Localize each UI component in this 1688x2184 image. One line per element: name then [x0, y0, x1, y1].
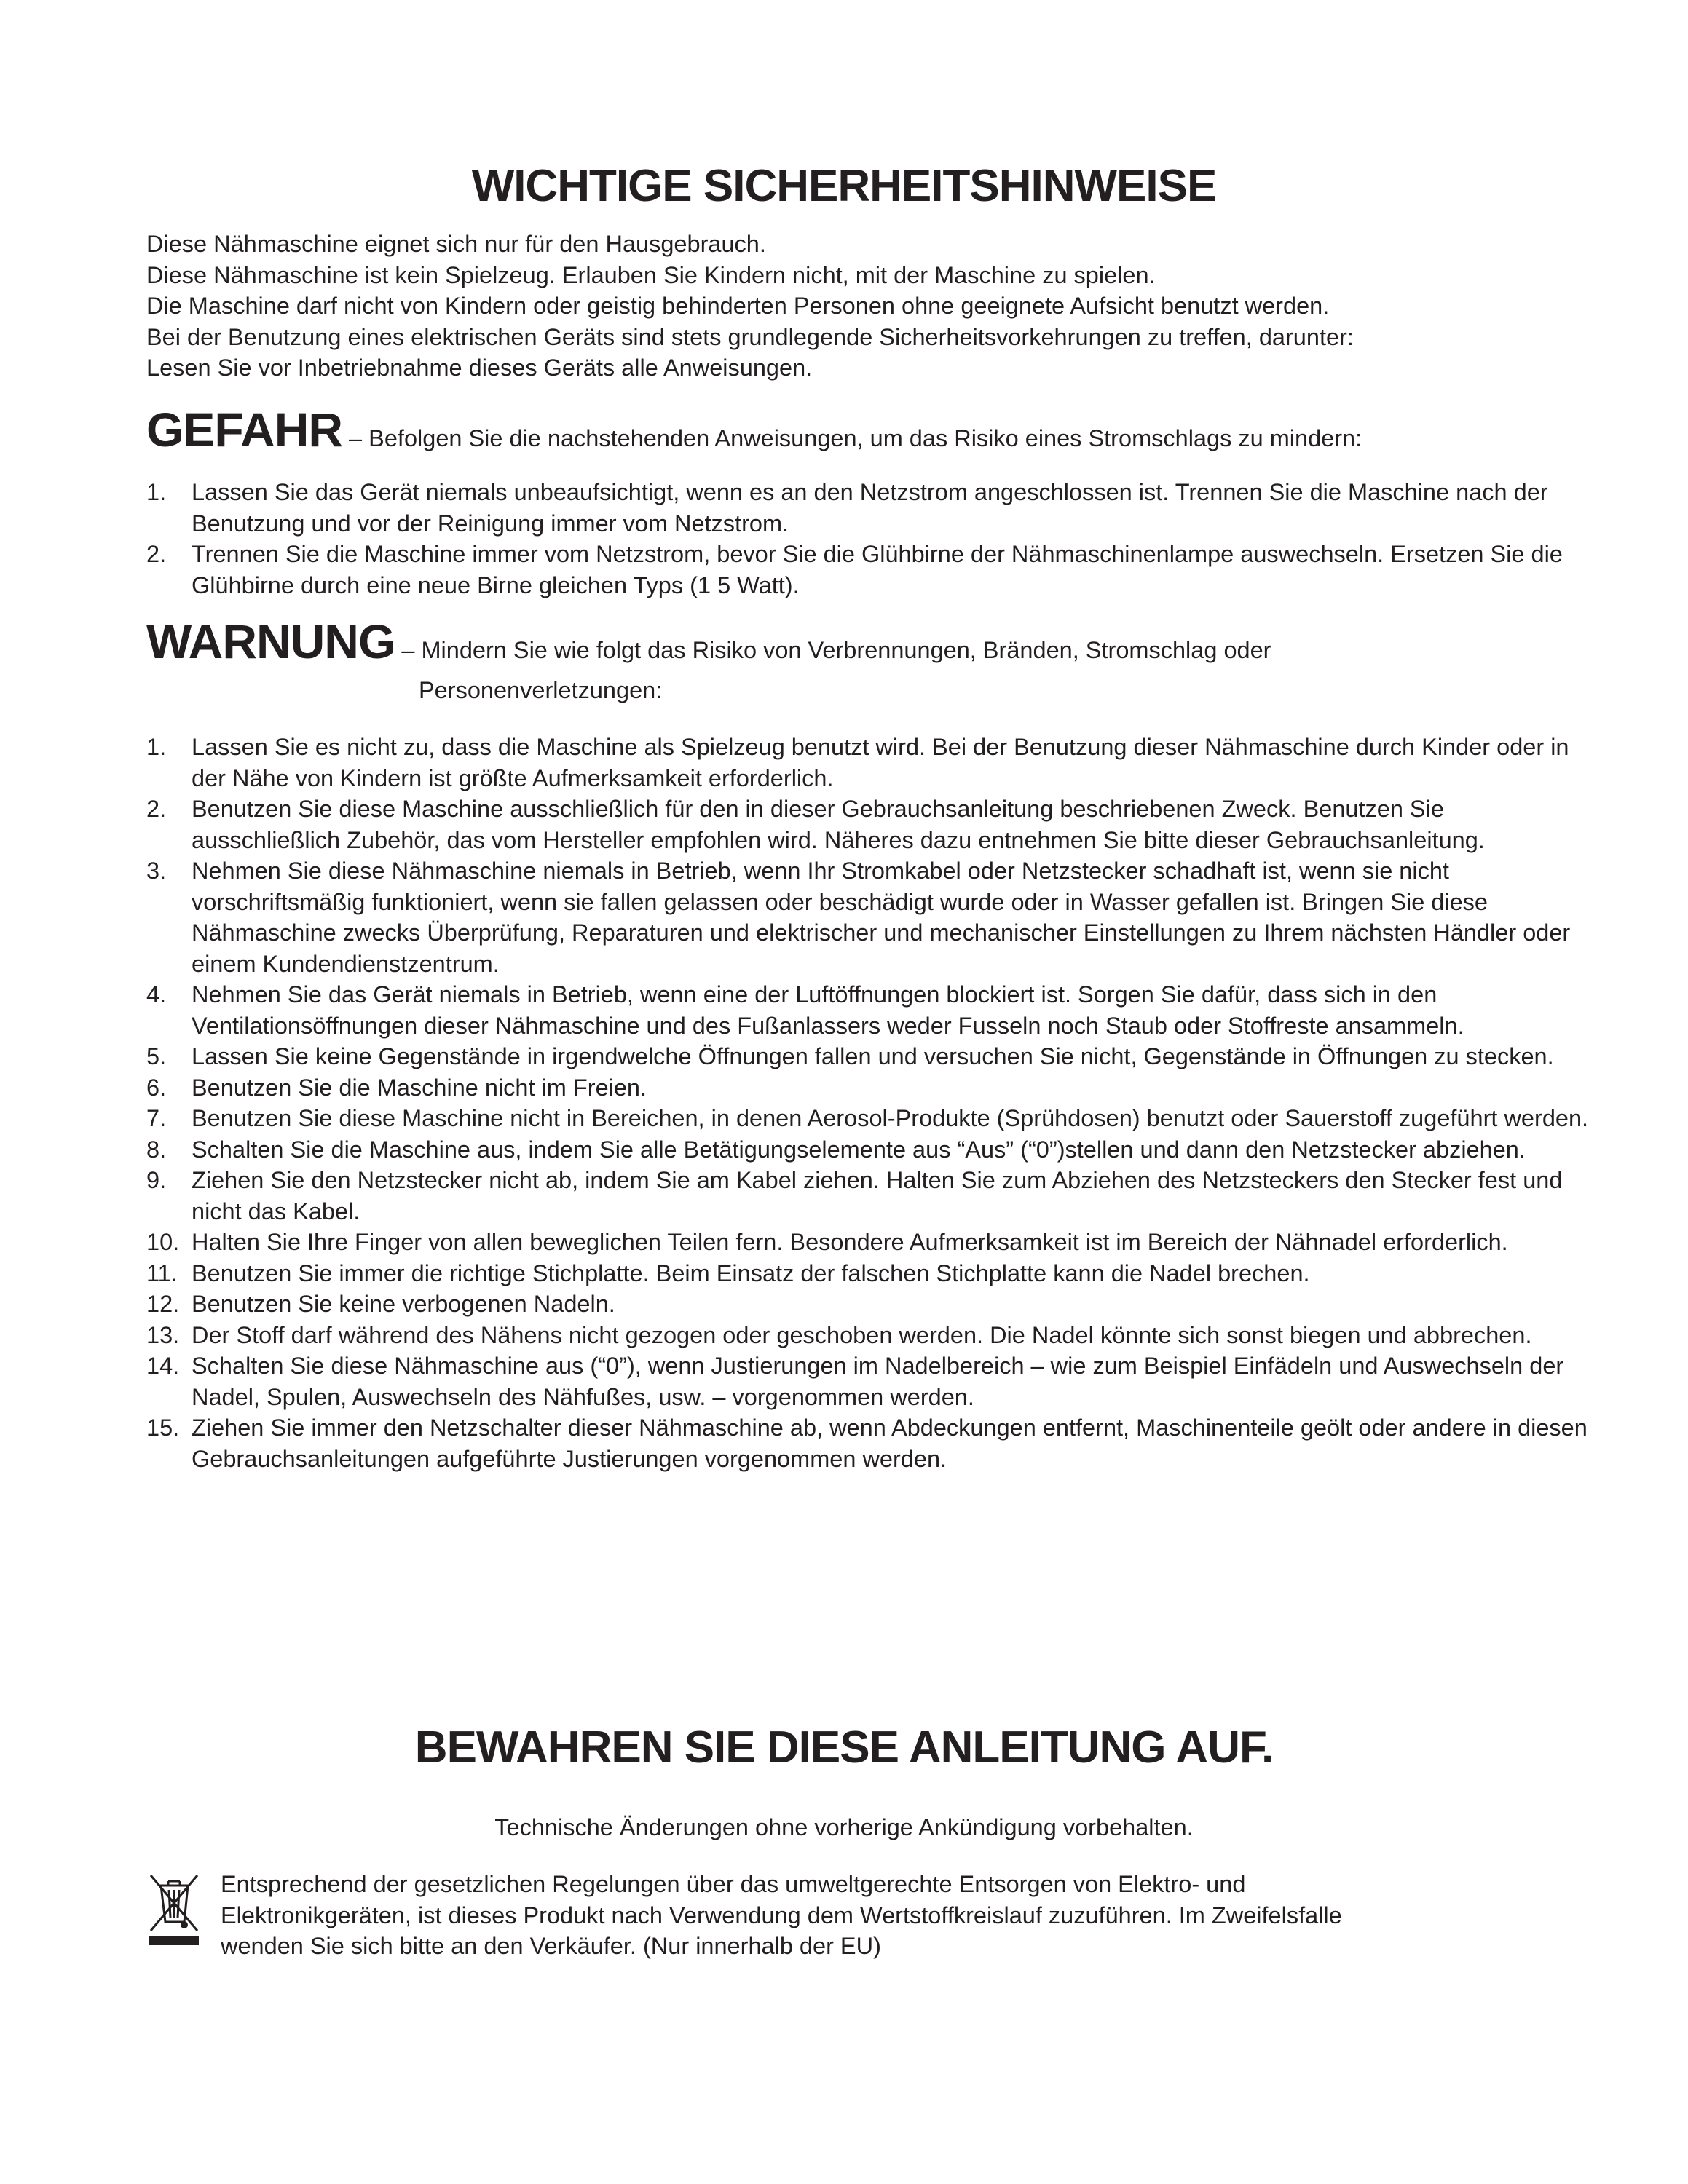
crossed-out-wheeled-bin-icon [146, 1870, 202, 1945]
list-item [146, 1134, 1596, 1166]
weee-disposal-text [221, 1869, 1582, 1962]
intro-line: Die Maschine darf nicht von Kindern oder geistig behinderten Personen ohne geeignete Aufsicht benutzt werden. [146, 293, 1330, 319]
item-number: 9. [146, 1167, 167, 1193]
intro-line: Lesen Sie vor Inbetriebnahme dieses Geräts alle Anweisungen. [146, 355, 813, 381]
item-number: 2. [146, 541, 167, 567]
list-item [146, 732, 1596, 794]
list-item [146, 477, 1596, 539]
item-number: 2. [146, 796, 167, 822]
danger-heading [146, 402, 1596, 457]
weee-line: wenden Sie sich bitte an den Verkäufer. (Nur innerhalb der EU) [221, 1933, 881, 1959]
intro-paragraph [146, 229, 1596, 384]
item-text: Trennen Sie die Maschine immer vom Netzstrom, bevor Sie die Glühbirne der Nähmaschinenlampe auswechseln. Ersetzen Sie die Glühbirne durch eine neue Birne gleichen Typs (1 5 Watt). [192, 541, 1563, 598]
item-text: Ziehen Sie den Netzstecker nicht ab, indem Sie am Kabel ziehen. Halten Sie zum Abziehen des Netzsteckers den Stecker fest und nicht das Kabel. [192, 1167, 1563, 1224]
warning-lead-continued: Personenverletzungen: [419, 677, 663, 703]
list-item [146, 1041, 1596, 1072]
item-number: 14. [146, 1353, 180, 1379]
item-text: Benutzen Sie die Maschine nicht im Freien. [192, 1074, 647, 1101]
list-item [146, 794, 1596, 855]
item-text: Schalten Sie die Maschine aus, indem Sie alle Betätigungselemente aus “Aus” (“0”)stellen und dann den Netzstecker abziehen. [192, 1136, 1526, 1163]
intro-line: Diese Nähmaschine ist kein Spielzeug. Erlauben Sie Kindern nicht, mit der Maschine zu spielen. [146, 261, 1156, 288]
item-number: 1. [146, 479, 167, 505]
item-text: Lassen Sie es nicht zu, dass die Maschine als Spielzeug benutzt wird. Bei der Benutzung dieser Nähmaschine durch Kinder oder in der Nähe von Kindern ist größte Aufmerksamkeit erforderlich. [192, 734, 1569, 791]
list-item [146, 855, 1596, 979]
list-item [146, 1320, 1596, 1351]
item-text: Nehmen Sie das Gerät niemals in Betrieb, wenn eine der Luftöffnungen blockiert ist. Sorgen Sie dafür, dass sich in den Ventilationsöffnungen dieser Nähmaschine und des Fußanlassers weder Fusseln noch Staub oder Stoffreste ansammeln. [192, 981, 1464, 1039]
item-number: 1. [146, 734, 167, 760]
list-item [146, 1289, 1596, 1320]
item-text: Der Stoff darf während des Nähens nicht gezogen oder geschoben werden. Die Nadel könnte sich sonst biegen und abbrechen. [192, 1321, 1532, 1348]
item-number: 6. [146, 1074, 167, 1101]
item-text: Schalten Sie diese Nähmaschine aus (“0”), wenn Justierungen im Nadelbereich – wie zum Beispiel Einfädeln und Auswechseln der Nadel, Spulen, Auswechseln des Nähfußes, usw. – vorgenommen werden. [192, 1353, 1564, 1410]
item-text: Ziehen Sie immer den Netzschalter dieser Nähmaschine ab, wenn Abdeckungen entfernt, Maschinenteile geölt oder andere in diesen Gebrauchsanleitungen aufgeführte Justierungen vorgenommen werden. [192, 1415, 1588, 1472]
item-number: 15. [146, 1415, 180, 1441]
list-item [146, 1350, 1596, 1412]
list-item [146, 1412, 1596, 1474]
intro-line: Bei der Benutzung eines elektrischen Geräts sind stets grundlegende Sicherheitsvorkehrungen zu treffen, darunter: [146, 323, 1354, 350]
intro-line: Diese Nähmaschine eignet sich nur für den Hausgebrauch. [146, 231, 766, 257]
warning-heading [146, 614, 1596, 669]
item-number: 11. [146, 1259, 178, 1286]
warning-list [146, 732, 1596, 1474]
item-number: 3. [146, 858, 167, 884]
item-number: 10. [146, 1229, 180, 1255]
list-item [146, 1072, 1596, 1104]
warning-lead: – Mindern Sie wie folgt das Risiko von Verbrennungen, Bränden, Stromschlag oder [395, 637, 1271, 663]
danger-list [146, 477, 1596, 601]
list-item [146, 1227, 1596, 1258]
save-instructions-heading: BEWAHREN SIE DIESE ANLEITUNG AUF. [414, 1722, 1274, 1773]
list-item [146, 1103, 1596, 1134]
list-item [146, 1258, 1596, 1289]
danger-title: GEFAHR [146, 403, 343, 456]
item-number: 4. [146, 981, 167, 1008]
item-number: 5. [146, 1043, 167, 1069]
item-text: Lassen Sie das Gerät niemals unbeaufsichtigt, wenn es an den Netzstrom angeschlossen ist. Trennen Sie die Maschine nach der Benutzung und vor der Reinigung immer vom Netzstrom. [192, 479, 1548, 537]
list-item [146, 1165, 1596, 1227]
item-text: Benutzen Sie diese Maschine nicht in Bereichen, in denen Aerosol-Produkte (Sprühdosen) benutzt oder Sauerstoff zugeführt werden. [192, 1105, 1589, 1131]
list-item [146, 539, 1596, 601]
item-number: 7. [146, 1105, 167, 1131]
change-notice: Technische Änderungen ohne vorherige Ankündigung vorbehalten. [494, 1814, 1194, 1840]
item-text: Benutzen Sie keine verbogenen Nadeln. [192, 1291, 615, 1317]
list-item [146, 979, 1596, 1041]
item-text: Nehmen Sie diese Nähmaschine niemals in Betrieb, wenn Ihr Stromkabel oder Netzstecker schadhaft ist, wenn sie nicht vorschriftsmäßig funktioniert, wenn sie fallen gelassen oder beschädigt wurde oder in Wasser gefallen ist. Bringen Sie diese Nähmaschine zwecks Überprüfung, Reparaturen und elektrischer und mechanischer Einstellungen zu Ihrem nächsten Händler oder einem Kundendienstzentrum. [192, 858, 1571, 977]
item-number: 8. [146, 1136, 167, 1163]
weee-line: Entsprechend der gesetzlichen Regelungen über das umweltgerechte Entsorgen von Elektro- und [221, 1871, 1246, 1897]
item-text: Halten Sie Ihre Finger von allen beweglichen Teilen fern. Besondere Aufmerksamkeit ist im Bereich der Nähnadel erforderlich. [192, 1229, 1508, 1255]
item-text: Benutzen Sie immer die richtige Stichplatte. Beim Einsatz der falschen Stichplatte kann die Nadel brechen. [192, 1259, 1310, 1286]
warning-title: WARNUNG [146, 614, 395, 668]
item-text: Lassen Sie keine Gegenstände in irgendwelche Öffnungen fallen und versuchen Sie nicht, Gegenstände in Öffnungen zu stecken. [192, 1043, 1554, 1069]
item-text: Benutzen Sie diese Maschine ausschließlich für den in dieser Gebrauchsanleitung beschriebenen Zweck. Benutzen Sie ausschließlich Zubehör, das vom Hersteller empfohlen wird. Näheres dazu entnehmen Sie bitte dieser Gebrauchsanleitung. [192, 796, 1485, 853]
page-title: WICHTIGE SICHERHEITSHINWEISE [471, 161, 1217, 211]
danger-lead: – Befolgen Sie die nachstehenden Anweisungen, um das Risiko eines Stromschlags zu mindern: [342, 425, 1362, 451]
item-number: 13. [146, 1321, 180, 1348]
weee-line: Elektronikgeräten, ist dieses Produkt nach Verwendung dem Wertstoffkreislauf zuzuführen. Im Zweifelsfalle [221, 1902, 1342, 1928]
item-number: 12. [146, 1291, 180, 1317]
